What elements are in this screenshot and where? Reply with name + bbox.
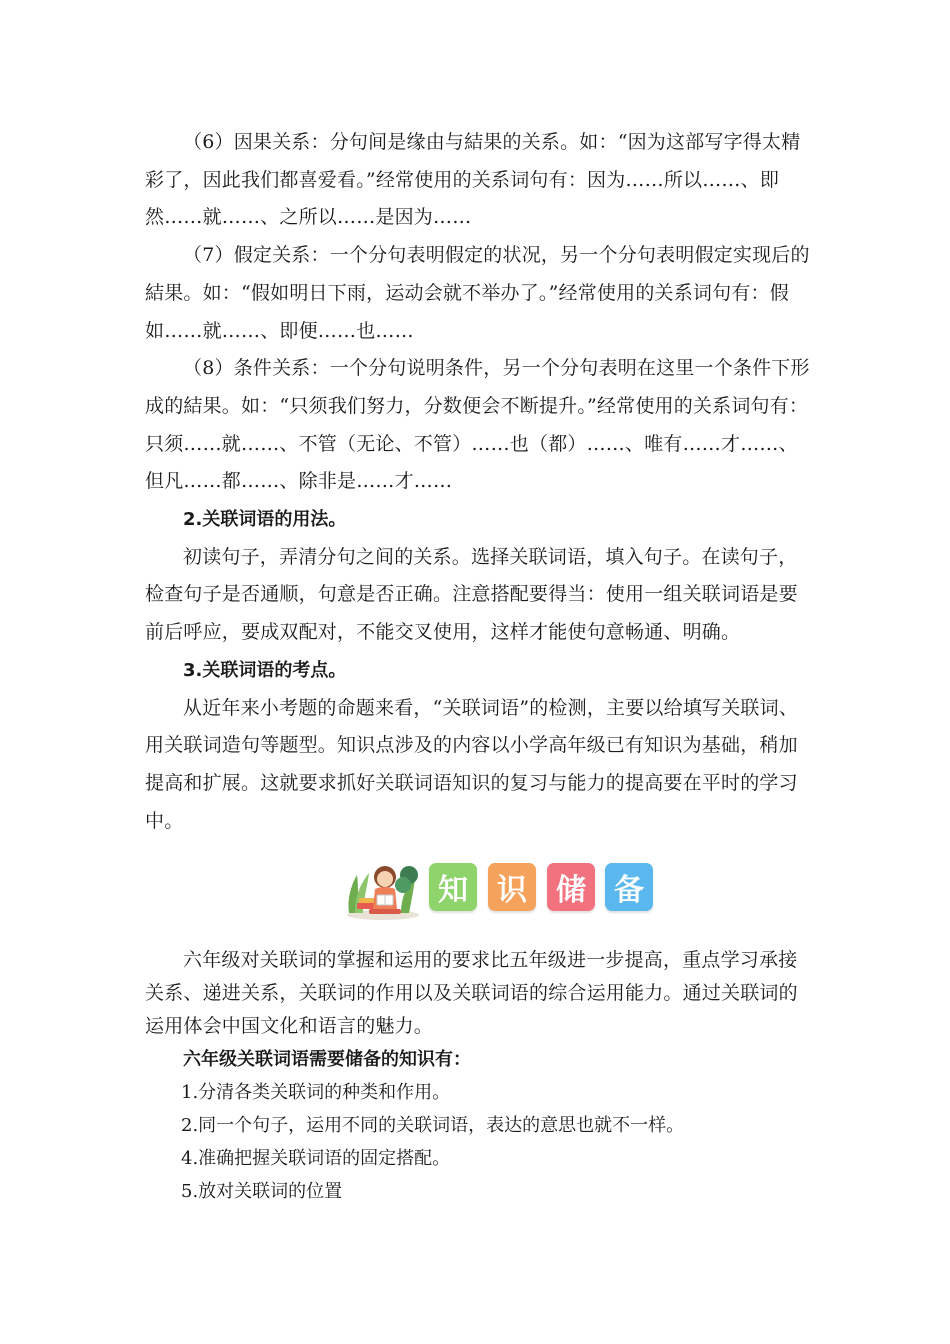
heading-usage: 2.关联词语的用法。	[183, 509, 347, 531]
knowledge-section	[145, 944, 810, 1208]
banner-tile-shi: 识	[488, 863, 536, 911]
paragraph-hypothetical: （7）假定关系：一个分句表明假定的状况，另一个分句表明假定实现后的結果。如：“假如明日下雨，运动会就不举办了。”经常使用的关系词句有：假如……就……、即便……也……	[145, 244, 810, 342]
relations-section	[145, 124, 810, 840]
banner-tile-zhi: 知	[429, 863, 477, 911]
list-item: 4.准确把握关联词语的固定搭配。	[181, 1148, 451, 1169]
list-item: 2.同一个句子，运用不同的关联词语，表达的意思也就不一样。	[181, 1115, 685, 1136]
paragraph-grade6-intro: 六年级对关联词的掌握和运用的要求比五年级进一步提高，重点学习承接关系、递进关系，关联词的作用以及关联词语的综合运用能力。通过关联词的运用体会中国文化和语言的魅力。	[145, 949, 798, 1037]
paragraph-conditional: （8）条件关系：一个分句说明条件，另一个分句表明在这里一个条件下形成的結果。如：“只须我们努力，分数便会不断提升。”经常使用的关系词句有：只须……就……、不管（无论、不管）……也（都）……、唯有……才……、但凡……都……、除非是……才……	[145, 357, 810, 493]
knowledge-reserve-banner	[343, 855, 655, 921]
paragraph-usage: 初读句子，弄清分句之间的关系。选择关联词语，填入句子。在读句子，检查句子是否通顺，句意是否正确。注意搭配要得当：使用一组关联词语是要前后呼应，要成双配对，不能交叉使用，这样才能使句意畅通、明确。	[145, 545, 798, 644]
girl-reading-icon	[343, 855, 421, 921]
paragraph-causal: （6）因果关系：分句间是缘由与結果的关系。如：“因为这部写字得太精彩了，因此我们都喜爱看。”经常使用的关系词句有：因为……所以……、即然……就……、之所以……是因为……	[145, 131, 801, 229]
heading-exam-points: 3.关联词语的考点。	[183, 659, 347, 681]
banner-tile-bei: 备	[605, 863, 653, 911]
heading-knowledge-list: 六年级关联词语需要储备的知识有：	[183, 1049, 471, 1070]
banner-tile-chu: 储	[547, 863, 595, 911]
paragraph-exam-points: 从近年来小考题的命题来看，“关联词语”的检测，主要以给填写关联词、用关联词造句等题型。知识点涉及的内容以小学高年级已有知识为基础，稍加提高和扩展。这就要求抓好关联词语知识的复习与能力的提高要在平时的学习中。	[145, 696, 799, 832]
list-item: 5.放对关联词的位置	[181, 1181, 343, 1202]
list-item: 1.分清各类关联词的种类和作用。	[181, 1082, 451, 1103]
